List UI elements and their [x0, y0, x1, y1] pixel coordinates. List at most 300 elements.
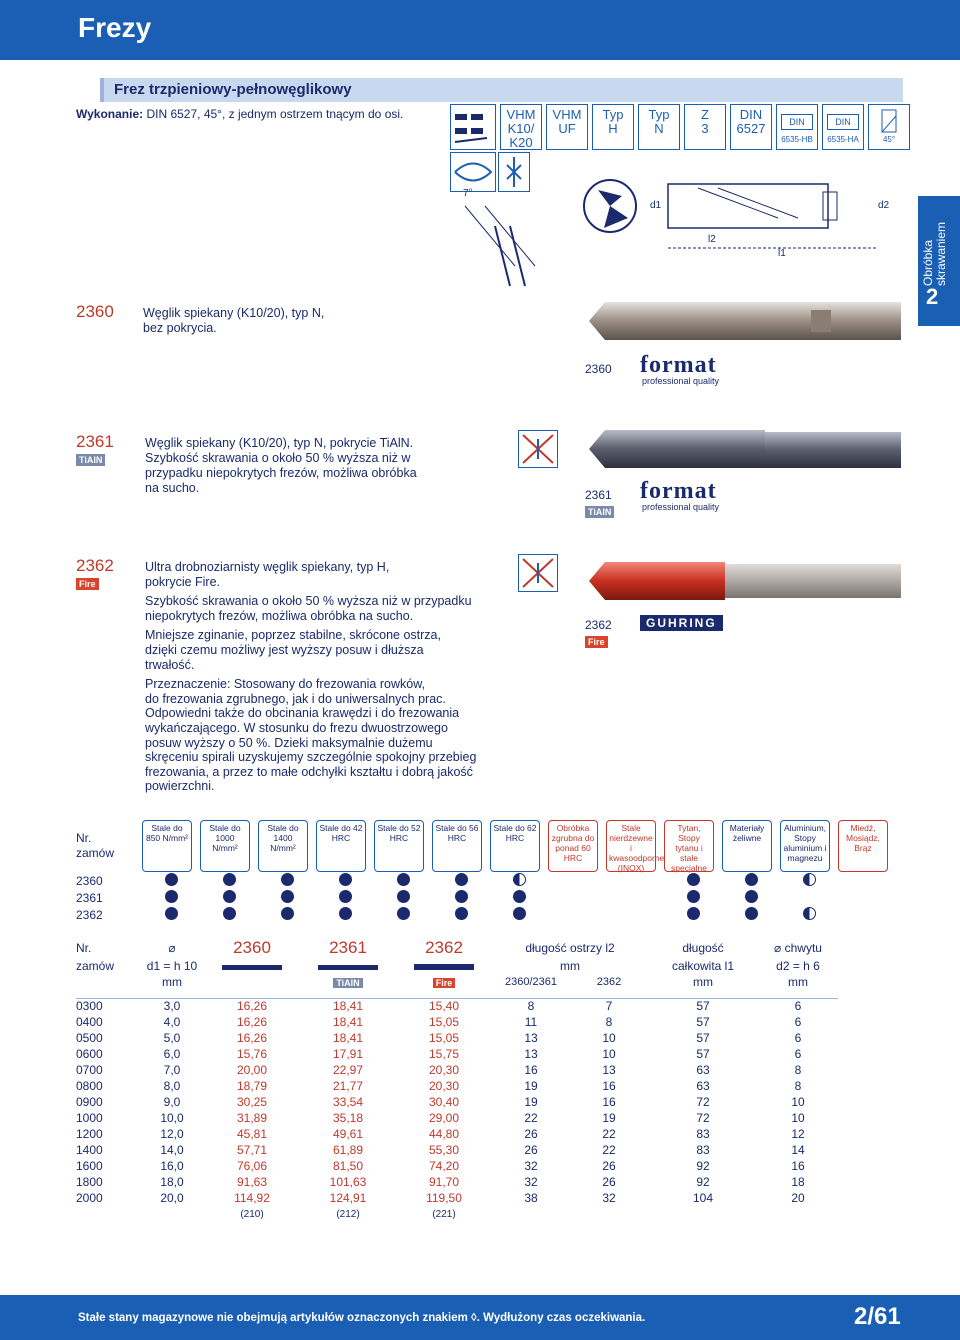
- dim-length-2362: 10: [602, 1031, 616, 1045]
- material-header: Stale do 1400 N/mm²: [258, 820, 308, 872]
- dim-row: [76, 1126, 838, 1142]
- icon-label: Typ: [602, 107, 624, 122]
- desc-line: niepokrytych frezów, możliwa obróbka na sucho.: [145, 608, 414, 623]
- material-header: Stale nierdzewne i kwasoodporne (INOX): [606, 820, 656, 872]
- footer-note: Stałe stany magazynowe nie obejmują artykułów oznaczonych znakiem ◊. Wydłużony czas oczekiwania.: [78, 1312, 646, 1324]
- icon-label: K20: [509, 135, 533, 150]
- dim-cell: 63: [696, 1063, 710, 1077]
- dim-length-cells: [492, 1110, 648, 1126]
- dim-cell: 20,30: [428, 1063, 460, 1077]
- dim-cell: 0600: [76, 1047, 103, 1061]
- material-cell: [722, 872, 780, 889]
- material-cell: [606, 872, 664, 889]
- dim-length-cells: [492, 1062, 648, 1078]
- material-cell: [548, 889, 606, 906]
- spec-icons: [450, 104, 910, 150]
- dim-cell: 16,0: [160, 1159, 184, 1173]
- foot-2362: (221): [432, 1208, 456, 1220]
- dim-cell: 55,30: [428, 1143, 460, 1157]
- dim-cell: 10: [791, 1111, 805, 1125]
- dim-length-cells: [492, 1094, 648, 1110]
- l1-label: l1: [778, 248, 786, 259]
- dim-cell: 44,80: [428, 1127, 460, 1141]
- dim-cell: 29,00: [428, 1111, 460, 1125]
- desc-line: dzięki czemu możliwy jest wyższy posuw i dłuższa: [145, 642, 424, 657]
- dim-length-2362: 16: [602, 1095, 616, 1109]
- material-cell: [316, 889, 374, 906]
- dim-cell: 49,61: [332, 1127, 364, 1141]
- dim-cell: 1200: [76, 1127, 103, 1141]
- dim-row: [76, 1110, 838, 1126]
- material-cell: [432, 872, 490, 889]
- icon-vhm-k10: [500, 104, 542, 150]
- dim-cell: 21,77: [332, 1079, 364, 1093]
- fire-badge-col: Fire: [433, 978, 456, 988]
- desc-line: frezowania, a przez to małe odchyłki kształtu i dobrą jakość: [145, 764, 473, 779]
- section-title-bar: [100, 78, 903, 102]
- material-cell: [200, 889, 258, 906]
- dim-length-2360: 8: [527, 999, 535, 1014]
- material-cell: [490, 889, 548, 906]
- wykonanie-text: DIN 6527, 45°, z jednym ostrzem tnącym do osi.: [143, 107, 404, 121]
- d2-label: d2: [878, 200, 890, 211]
- desc-line: na sucho.: [145, 481, 200, 495]
- full-suitability-icon: [455, 873, 468, 886]
- icon-label: 3: [701, 121, 709, 136]
- product-2361-desc: [145, 436, 417, 496]
- desc-line: Ultra drobnoziarnisty węglik spiekany, typ H,: [145, 560, 390, 574]
- material-header: Materiały żeliwne: [722, 820, 772, 872]
- tool-photo-2360: [585, 296, 905, 346]
- dim-cell: 0300: [76, 999, 103, 1014]
- full-suitability-icon: [339, 890, 352, 903]
- dim-cell: 92: [696, 1175, 710, 1189]
- dim-row: [76, 1046, 838, 1062]
- dim-length-2360: 13: [524, 1031, 538, 1045]
- desc-line: do frezowania zgrubnego, jak i do uniwersalnych prac.: [145, 691, 446, 706]
- page-footer: [0, 1295, 960, 1340]
- partial-suitability-icon: [803, 907, 816, 920]
- dim-cell: 31,89: [236, 1111, 268, 1125]
- material-row: [76, 889, 896, 906]
- material-cell: [722, 906, 780, 923]
- tool-photo-2361: [585, 424, 905, 474]
- icon-label: DIN: [827, 114, 859, 130]
- dim-cell: 0900: [76, 1095, 103, 1109]
- product-2361-code: 2361: [585, 488, 612, 502]
- dim-cell: 61,89: [332, 1143, 364, 1157]
- material-cell: [722, 889, 780, 906]
- logo-sub: professional quality: [642, 376, 720, 386]
- desc-line: powierzchni.: [145, 779, 215, 794]
- material-cell: [142, 906, 200, 923]
- dim-cell: 8: [794, 1063, 802, 1077]
- dim-total-header: długość: [682, 941, 724, 955]
- icon-label: UF: [558, 121, 576, 136]
- dim-cell: 8: [794, 1079, 802, 1093]
- angle-label: 7°: [463, 188, 473, 199]
- dim-cell: 10: [791, 1095, 805, 1109]
- dim-length-2362: 16: [602, 1079, 616, 1093]
- dim-length-cells: [492, 1014, 648, 1030]
- dim-cell: 12: [791, 1127, 805, 1141]
- dim-cell: 72: [696, 1111, 710, 1125]
- dim-length-2360: 32: [524, 1159, 538, 1173]
- icon-label: VHM: [506, 107, 536, 122]
- dimensions-table: [76, 938, 838, 1222]
- dim-cell: 6: [794, 1031, 802, 1045]
- full-suitability-icon: [687, 873, 700, 886]
- material-cell: [838, 872, 896, 889]
- desc-line: przypadku niepokrytych frezów, możliwa obróbka: [145, 466, 417, 480]
- dim-length-mm: mm: [560, 959, 580, 973]
- material-header: Aluminium, Stopy aluminium i magnezu: [780, 820, 830, 872]
- dim-total-l1: całkowita l1: [671, 959, 735, 973]
- dim-length-2360: 22: [524, 1111, 538, 1125]
- logo-sub: professional quality: [642, 502, 720, 512]
- dim-cell: 0700: [76, 1063, 103, 1077]
- icon-din6535hb: [776, 104, 818, 150]
- icon-z3: [684, 104, 726, 150]
- d1-label: d1: [650, 200, 662, 211]
- desc-line: Odpowiedni także do obcinania krawędzi i do frezowania: [145, 706, 460, 721]
- material-cell: [780, 906, 838, 923]
- dim-length-cells: [492, 1126, 648, 1142]
- dim-cell: 18,0: [160, 1175, 184, 1189]
- dim-shank-mm: mm: [788, 975, 808, 989]
- dim-length-2360: 19: [524, 1095, 538, 1109]
- fire-badge-photo: Fire: [585, 636, 608, 648]
- dim-cell: 6: [794, 999, 802, 1014]
- page-title: Frezy: [78, 12, 152, 43]
- full-suitability-icon: [455, 907, 468, 920]
- dim-row: [76, 1062, 838, 1078]
- dim-row: [76, 1078, 838, 1094]
- material-cell: [258, 889, 316, 906]
- full-suitability-icon: [281, 873, 294, 886]
- full-suitability-icon: [513, 890, 526, 903]
- dim-row: [76, 1030, 838, 1046]
- dim-cell: 18,41: [332, 999, 364, 1014]
- dim-length-2362: 7: [605, 999, 613, 1014]
- dim-cell: 45,81: [236, 1127, 268, 1141]
- dim-cell: 6,0: [163, 1047, 181, 1061]
- dim-cell: 0800: [76, 1079, 103, 1093]
- product-2360-code: 2360: [585, 362, 612, 376]
- dim-length-cells: [492, 1190, 648, 1206]
- material-cell: [664, 906, 722, 923]
- dim-row: [76, 1014, 838, 1030]
- dim-cell: 16,26: [236, 1015, 268, 1029]
- end-mill-sketch: [455, 186, 555, 296]
- dim-length-2362: 8: [605, 1015, 613, 1029]
- full-suitability-icon: [745, 873, 758, 886]
- product-2360-number: 2360: [76, 302, 114, 321]
- dim-length-2362: 22: [602, 1143, 616, 1157]
- fire-badge: Fire: [76, 578, 99, 590]
- dim-length-2362: 32: [602, 1191, 616, 1205]
- dim-d1-header: d1 = h 10: [146, 959, 198, 973]
- material-cell: [664, 889, 722, 906]
- material-row-nr: 2360: [76, 873, 103, 888]
- material-cell: [548, 906, 606, 923]
- chapter-tab-text: Obróbka skrawaniem: [921, 221, 948, 286]
- materials-nr-header: [76, 820, 142, 872]
- material-row-nr: 2362: [76, 907, 103, 922]
- dim-cell: 101,63: [329, 1175, 367, 1189]
- dim-length-2360: 2360/2361: [505, 976, 557, 988]
- material-cell: [374, 906, 432, 923]
- dim-cell: 74,20: [428, 1159, 460, 1173]
- full-suitability-icon: [281, 890, 294, 903]
- product-2360-desc: [143, 306, 324, 336]
- material-cell: [838, 889, 896, 906]
- chapter-tab: [918, 196, 960, 326]
- dim-length-2362: 2362: [596, 976, 622, 988]
- icon-label: K10/: [507, 121, 535, 136]
- dim-cell: 15,40: [428, 999, 460, 1014]
- dim-cell: 15,05: [428, 1015, 460, 1029]
- material-header: Stale do 42 HRC: [316, 820, 366, 872]
- dim-length-2360: 13: [524, 1047, 538, 1061]
- full-suitability-icon: [165, 890, 178, 903]
- full-suitability-icon: [223, 873, 236, 886]
- foot-2361: (212): [336, 1208, 360, 1220]
- icon-label: 6535-HA: [827, 135, 859, 144]
- full-suitability-icon: [745, 890, 758, 903]
- dim-cell: 15,75: [428, 1047, 460, 1061]
- dim-cell: 57: [696, 1031, 710, 1045]
- dim-cell: 4,0: [163, 1015, 181, 1029]
- l2-label: l2: [708, 234, 716, 245]
- dim-cell: 15,05: [428, 1031, 460, 1045]
- dim-mm-label: mm: [162, 975, 182, 989]
- material-header: Stale do 1000 N/mm²: [200, 820, 250, 872]
- dim-length-2360: 16: [524, 1063, 538, 1077]
- format-logo: [640, 352, 720, 386]
- icon-label: 6535-HB: [781, 135, 813, 144]
- dim-cell: 35,18: [332, 1111, 364, 1125]
- dim-cell: 0500: [76, 1031, 103, 1045]
- dim-cell: 2000: [76, 1191, 103, 1205]
- dim-row: [76, 1190, 838, 1206]
- dim-cell: 8,0: [163, 1079, 181, 1093]
- desc-line: bez pokrycia.: [143, 321, 217, 335]
- dim-row: [76, 1094, 838, 1110]
- dim-cell: 114,92: [234, 1191, 270, 1205]
- product-2362-code: 2362: [585, 618, 612, 632]
- icon-label: DIN: [739, 107, 763, 122]
- icon-label: DIN: [781, 114, 813, 130]
- col-2361-header: 2361: [329, 938, 367, 957]
- tialn-badge: TiAlN: [76, 454, 105, 466]
- desc-line: trwałość.: [145, 657, 195, 672]
- dim-d-symbol: ⌀: [168, 941, 176, 955]
- dim-cell: 6: [794, 1047, 802, 1061]
- dim-nr-header: Nr.: [76, 941, 92, 955]
- page-number: 2/61: [854, 1303, 901, 1330]
- icon-label: 6527: [736, 121, 766, 136]
- material-cell: [142, 872, 200, 889]
- dim-cell: 30,40: [428, 1095, 460, 1109]
- material-cell: [200, 872, 258, 889]
- dim-length-2362: 22: [602, 1127, 616, 1141]
- desc-line: posuw wyższy o 50 %. Dzieki maksymalnie dużemu: [145, 735, 433, 750]
- dim-length-2360: 11: [524, 1015, 538, 1029]
- material-cell: [432, 906, 490, 923]
- dim-cell: 57: [696, 1015, 710, 1029]
- dim-cell: 20,0: [160, 1191, 184, 1205]
- dim-cell: 81,50: [332, 1159, 364, 1173]
- materials-table: [76, 820, 896, 923]
- dim-row: [76, 998, 838, 1014]
- icon-label: Z: [701, 107, 709, 122]
- icon-vhm-uf: [546, 104, 588, 150]
- desc-line: Węglik spiekany (K10/20), typ N, pokrycie TiAlN.: [145, 436, 414, 450]
- desc-line: Węglik spiekany (K10/20), typ N,: [143, 306, 325, 320]
- dim-cell: 92: [696, 1159, 710, 1173]
- dim-length-2362: 19: [602, 1111, 616, 1125]
- col-2360-header: 2360: [233, 938, 271, 957]
- desc-line: Szybkość skrawania o około 50 % wyższa niż w: [145, 451, 411, 465]
- dim-cell: 20,30: [428, 1079, 460, 1093]
- dim-cell: 104: [692, 1191, 714, 1205]
- icon-label: Typ: [648, 107, 670, 122]
- tialn-badge-col: TiAlN: [333, 978, 362, 988]
- dim-row: [76, 1158, 838, 1174]
- dim-length-2360: 38: [524, 1191, 538, 1205]
- material-cell: [606, 889, 664, 906]
- no-coolant-icon: [518, 430, 558, 468]
- no-coolant-icon: [518, 554, 558, 592]
- material-cell: [606, 906, 664, 923]
- dim-cell: 18,79: [236, 1079, 268, 1093]
- full-suitability-icon: [339, 873, 352, 886]
- zamow-label: zamów: [76, 846, 115, 860]
- material-row-nr: 2361: [76, 890, 103, 905]
- guhring-logo: GUHRING: [640, 615, 723, 631]
- dim-cell: 16: [791, 1159, 805, 1173]
- dim-cell: 10,0: [160, 1111, 184, 1125]
- dim-cell: 57: [696, 999, 710, 1014]
- full-suitability-icon: [339, 907, 352, 920]
- dim-cell: 14: [791, 1143, 805, 1157]
- material-cell: [374, 872, 432, 889]
- icon-typ-n: [638, 104, 680, 150]
- format-logo-2: [640, 478, 720, 512]
- desc-line: Przeznaczenie: Stosowany do frezowania rowków,: [145, 677, 426, 692]
- material-cell: [258, 906, 316, 923]
- dim-cell: 1400: [76, 1143, 103, 1157]
- product-2362-number: 2362: [76, 556, 114, 575]
- dim-cell: 57: [696, 1047, 710, 1061]
- material-header: Stale do 56 HRC: [432, 820, 482, 872]
- dim-cell: 16,26: [236, 999, 268, 1014]
- full-suitability-icon: [165, 873, 178, 886]
- dim-length-cells: [492, 1174, 648, 1190]
- dim-total-mm: mm: [693, 975, 713, 989]
- product-2362-desc: [145, 560, 476, 794]
- material-cell: [490, 906, 548, 923]
- full-suitability-icon: [397, 873, 410, 886]
- material-cell: [374, 889, 432, 906]
- material-header: Obróbka zgrubna do ponad 60 HRC: [548, 820, 598, 872]
- material-cell: [490, 872, 548, 889]
- dim-cell: 91,63: [236, 1175, 268, 1189]
- material-cell: [838, 906, 896, 923]
- page-header: [0, 0, 960, 60]
- dim-cell: 5,0: [163, 1031, 181, 1045]
- icon-label: H: [608, 121, 618, 136]
- chapter-tab-number: 2: [926, 284, 939, 309]
- dim-cell: 7,0: [163, 1063, 181, 1077]
- dim-length-cells: [492, 1158, 648, 1174]
- dim-cell: 6: [794, 1015, 802, 1029]
- icon-din6527: [730, 104, 772, 150]
- dim-cell: 15,76: [236, 1047, 268, 1061]
- section-title: Frez trzpieniowy-pełnowęglikowy: [114, 81, 352, 98]
- dim-length-2362: 26: [602, 1175, 616, 1189]
- dim-length-2360: 26: [524, 1143, 538, 1157]
- full-suitability-icon: [165, 907, 178, 920]
- dim-length-cells: [492, 1046, 648, 1062]
- icon-45deg: [868, 104, 910, 150]
- dim-row: [76, 1142, 838, 1158]
- material-cell: [316, 872, 374, 889]
- material-cell: [142, 889, 200, 906]
- nr-label: Nr.: [76, 831, 92, 845]
- dim-length-2362: 10: [602, 1047, 616, 1061]
- full-suitability-icon: [397, 907, 410, 920]
- material-cell: [780, 889, 838, 906]
- foot-2360: (210): [240, 1208, 264, 1220]
- dim-cell: 18: [791, 1175, 805, 1189]
- dim-shank-d2: d2 = h 6: [776, 959, 820, 973]
- material-row: [76, 906, 896, 923]
- full-suitability-icon: [687, 907, 700, 920]
- dim-cell: 22,97: [332, 1063, 364, 1077]
- dim-cell: 16,26: [236, 1031, 268, 1045]
- dim-shank-header: ⌀ chwytu: [774, 941, 822, 955]
- material-header: Stale do 52 HRC: [374, 820, 424, 872]
- icon-label: 45°: [882, 135, 896, 144]
- dim-cell: 0400: [76, 1015, 103, 1029]
- material-cell: [432, 889, 490, 906]
- full-suitability-icon: [513, 907, 526, 920]
- tool-photo-2362: [585, 556, 905, 606]
- dim-cell: 18,41: [332, 1015, 364, 1029]
- material-cell: [316, 906, 374, 923]
- dim-cell: 1800: [76, 1175, 103, 1189]
- dim-length-cells: [492, 1030, 648, 1046]
- dim-length-2362: 26: [602, 1159, 616, 1173]
- dim-cell: 20: [791, 1191, 805, 1205]
- material-cell: [258, 872, 316, 889]
- dim-cell: 83: [696, 1143, 710, 1157]
- dim-cell: 57,71: [236, 1143, 268, 1157]
- dim-cell: 119,50: [426, 1191, 462, 1205]
- dim-cell: 83: [696, 1127, 710, 1141]
- desc-line: skręceniu spirali uzyskujemy szczególnie spokojny przebieg: [145, 750, 477, 765]
- full-suitability-icon: [281, 907, 294, 920]
- dim-length-2360: 26: [524, 1127, 538, 1141]
- dim-length-2362: 13: [602, 1063, 616, 1077]
- dim-cell: 3,0: [163, 999, 181, 1014]
- fine-grain-bar: [414, 964, 474, 970]
- tool-type-icon: [450, 104, 496, 150]
- material-cell: [548, 872, 606, 889]
- material-header: Stale do 62 HRC: [490, 820, 540, 872]
